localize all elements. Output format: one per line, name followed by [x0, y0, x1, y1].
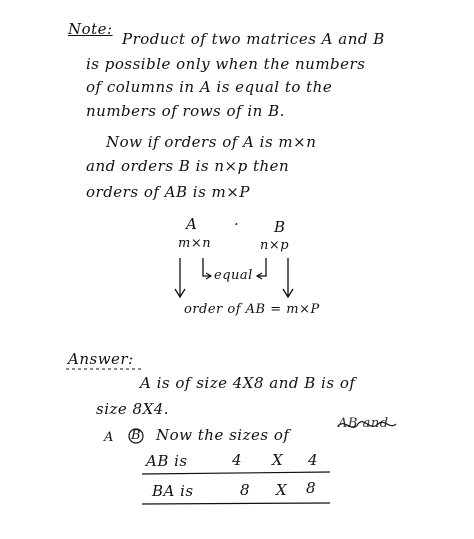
- note-line-1: Product of two matrices A and B: [122, 30, 385, 48]
- answer-marker: A: [104, 430, 114, 445]
- row-ba-label: BA is: [152, 482, 194, 500]
- diagram-dot: ·: [234, 215, 240, 233]
- diagram-a-label: A: [186, 215, 198, 233]
- diagram-b-dims: n×p: [260, 238, 290, 253]
- answer-line-2: size 8X4.: [96, 400, 170, 418]
- note-line-2: is possible only when the numbers: [86, 55, 366, 73]
- order-line-2: and orders B is n×p then: [86, 157, 290, 175]
- answer-now-line: Now the sizes of: [156, 426, 290, 444]
- diagram-b-label: B: [274, 218, 286, 236]
- table-rule-top: [142, 472, 330, 474]
- answer-line-1: A is of size 4X8 and B is of: [140, 374, 356, 392]
- row-ab-left: 4: [232, 451, 243, 469]
- note-line-3: of columns in A is equal to the: [86, 78, 333, 96]
- order-line-1: Now if orders of A is m×n: [106, 133, 317, 151]
- diagram-a-dims: m×n: [178, 236, 212, 251]
- row-ab-right: 4: [308, 451, 319, 469]
- note-heading: Note:: [68, 20, 113, 38]
- table-rule-bottom: [142, 503, 330, 504]
- diagram-equal-label: equal: [214, 268, 253, 283]
- row-ab-label: AB is: [146, 452, 188, 470]
- row-ba-times: X: [276, 481, 288, 499]
- answer-scribble: AB and: [338, 416, 389, 431]
- row-ab-times: X: [272, 451, 284, 469]
- row-ba-right: 8: [306, 479, 317, 497]
- diagram-result: order of AB = m×P: [184, 302, 320, 317]
- order-line-3: orders of AB is m×P: [86, 183, 250, 201]
- note-line-4: numbers of rows of in B.: [86, 102, 285, 120]
- row-ba-left: 8: [240, 481, 251, 499]
- answer-heading: Answer:: [68, 350, 134, 368]
- answer-circled-marker: B: [131, 428, 142, 443]
